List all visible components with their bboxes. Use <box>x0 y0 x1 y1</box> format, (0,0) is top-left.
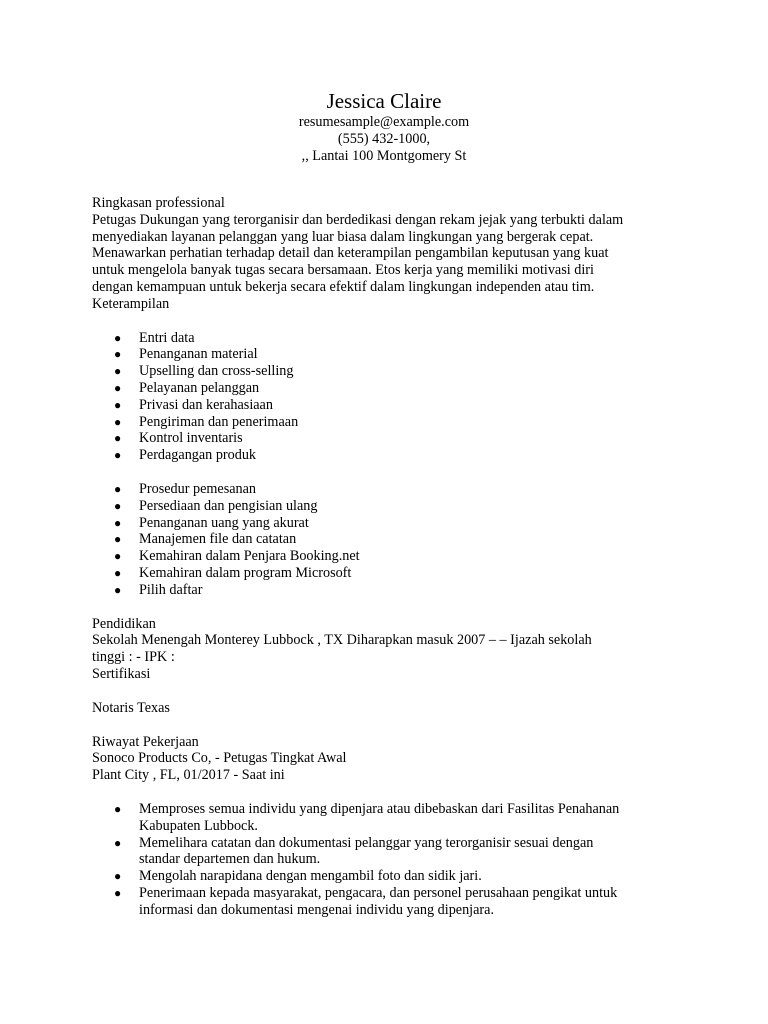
skill-item: ● Entri data <box>114 329 195 346</box>
bullet-icon: ● <box>114 885 122 900</box>
bullet-icon: ● <box>114 869 122 884</box>
work-bullet: ● Penerimaan kepada masyarakat, pengacara, dan personel perusahaan pengikat untuk informasi dan dokumentasi mengenai individu yang dipenjara. <box>114 884 618 918</box>
skill-item: ● Upselling dan cross-selling <box>114 363 294 380</box>
skill-item: ● Perdagangan produk <box>114 447 257 464</box>
bullet-icon: ● <box>114 380 122 395</box>
skills-list-2 <box>92 481 692 599</box>
skill-item: ● Kemahiran dalam Penjara Booking.net <box>114 548 360 565</box>
certification-item: Notaris Texas <box>92 699 170 716</box>
bullet-icon: ● <box>114 431 122 446</box>
resume-body <box>92 195 692 918</box>
certification-heading: Sertifikasi <box>92 665 151 682</box>
email-text: resumesample@example.com <box>298 114 470 130</box>
skill-item: ● Penanganan uang yang akurat <box>114 514 309 531</box>
work-heading: Riwayat Pekerjaan <box>92 733 199 750</box>
resume-header <box>0 89 768 165</box>
bullet-icon: ● <box>114 448 122 463</box>
bullet-icon: ● <box>114 515 122 530</box>
phone-text: (555) 432-1000, <box>337 131 431 147</box>
summary-line: dengan kemampuan untuk bekerja secara efektif dalam lingkungan independen atau tim. <box>92 278 595 295</box>
bullet-icon: ● <box>114 481 122 496</box>
skill-item: ● Pelayanan pelanggan <box>114 379 260 396</box>
bullet-icon: ● <box>114 498 122 513</box>
bullet-icon: ● <box>114 330 122 345</box>
summary-heading: Ringkasan professional <box>92 195 225 211</box>
skill-item: ● Pengiriman dan penerimaan <box>114 413 299 430</box>
bullet-icon: ● <box>114 801 122 816</box>
education-line: tinggi : - IPK : <box>92 649 175 666</box>
skill-item: ● Kontrol inventaris <box>114 430 243 447</box>
bullet-icon: ● <box>114 397 122 412</box>
candidate-name: Jessica Claire <box>326 89 442 113</box>
skill-item: ● Persediaan dan pengisian ulang <box>114 497 318 514</box>
bullet-icon: ● <box>114 582 122 597</box>
bullet-icon: ● <box>114 835 122 850</box>
bullet-icon: ● <box>114 565 122 580</box>
work-location: Plant City , FL, 01/2017 - Saat ini <box>92 767 285 784</box>
work-company: Sonoco Products Co, - Petugas Tingkat Awal <box>92 750 347 767</box>
skill-item: ● Kemahiran dalam program Microsoft <box>114 564 352 581</box>
bullet-icon: ● <box>114 414 122 429</box>
skill-item: ● Prosedur pemesanan <box>114 480 257 497</box>
skill-item: ● Privasi dan kerahasiaan <box>114 396 273 413</box>
work-bullet: ● Mengolah narapidana dengan mengambil foto dan sidik jari. <box>114 868 482 885</box>
bullet-icon: ● <box>114 347 122 362</box>
summary-line: untuk mengelola banyak tugas secara bersamaan. Etos kerja yang memiliki motivasi diri <box>92 262 594 279</box>
summary-line: Petugas Dukungan yang terorganisir dan berdedikasi dengan rekam jejak yang terbukti dalam <box>92 211 624 228</box>
work-bullets <box>92 801 692 919</box>
summary-line: Menawarkan perhatian terhadap detail dan keterampilan pengambilan keputusan yang kuat <box>92 245 609 262</box>
education-heading: Pendidikan <box>92 615 156 632</box>
bullet-icon: ● <box>114 364 122 379</box>
skill-item: ● Manajemen file dan catatan <box>114 531 297 548</box>
work-bullet: ● Memproses semua individu yang dipenjara atau dibebaskan dari Fasilitas Penahanan Kabupaten Lubbock. <box>114 800 620 834</box>
address-text: ,, Lantai 100 Montgomery St <box>301 148 467 164</box>
skills-heading: Keterampilan <box>92 295 170 312</box>
skill-item: ● Penanganan material <box>114 346 258 363</box>
bullet-icon: ● <box>114 549 122 564</box>
bullet-icon: ● <box>114 532 122 547</box>
summary-line: menyediakan layanan pelanggan yang luar biasa dalam lingkungan yang bergerak cepat. <box>92 228 594 245</box>
skill-item: ● Pilih daftar <box>114 581 203 598</box>
work-bullet: ● Memelihara catatan dan dokumentasi pelanggar yang terorganisir sesuai dengan standar departemen dan hukum. <box>114 834 594 868</box>
skills-list-1 <box>92 330 692 464</box>
education-line: Sekolah Menengah Monterey Lubbock , TX Diharapkan masuk 2007 – – Ijazah sekolah <box>92 632 592 649</box>
